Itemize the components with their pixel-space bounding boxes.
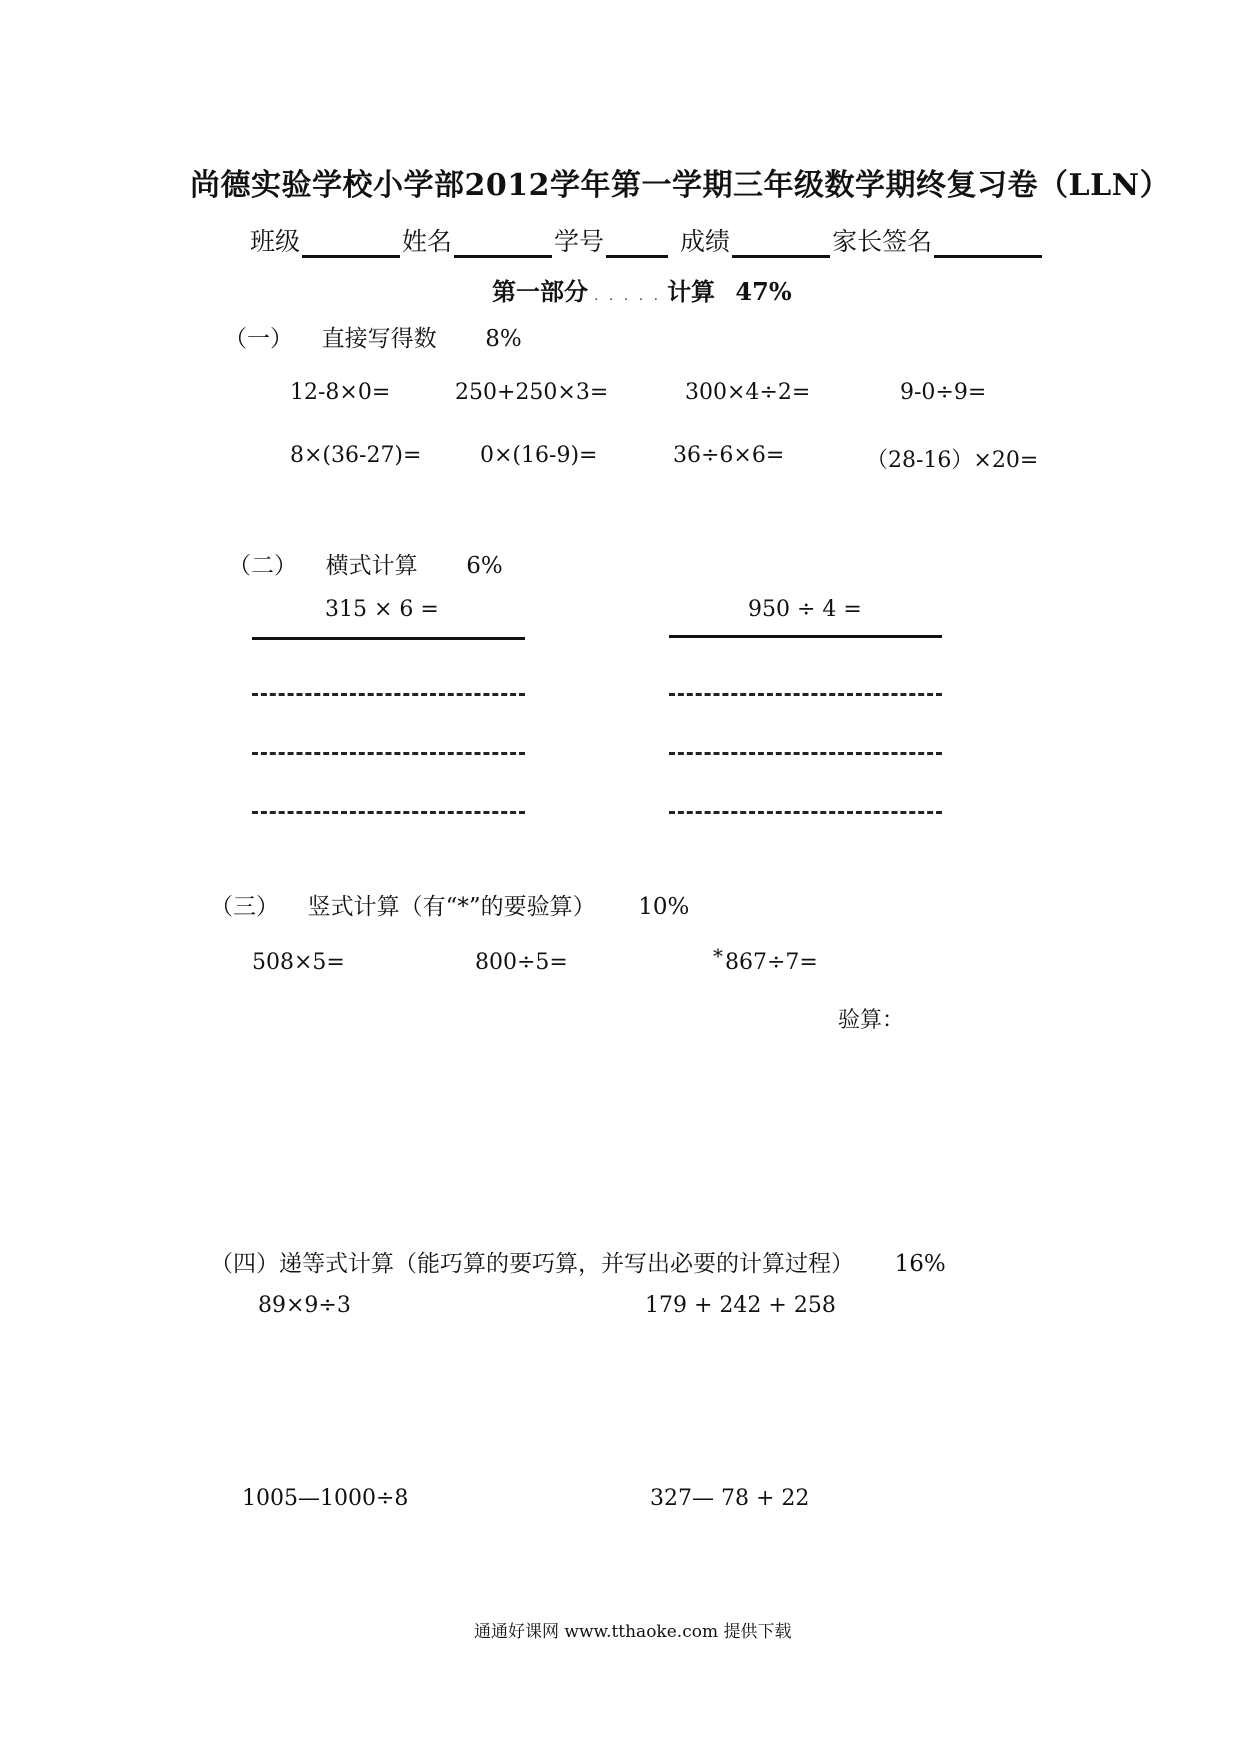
step-problem: 1005—1000÷8 <box>242 1486 409 1511</box>
section-2-title: 横式计算 <box>325 553 418 579</box>
score-field[interactable] <box>732 229 830 258</box>
quick-problem: 12-8×0= <box>290 380 391 405</box>
name-label: 姓名 <box>402 227 453 256</box>
work-line <box>669 811 942 814</box>
part-dots: . . . . . <box>594 288 662 304</box>
quick-problem: 250+250×3= <box>455 380 609 405</box>
section-2-label: （二） <box>228 553 297 579</box>
parent-signature-field[interactable] <box>934 229 1042 258</box>
class-label: 班级 <box>250 227 301 256</box>
part-name: 计算 <box>667 277 716 306</box>
section-2-percent: 6% <box>466 553 503 579</box>
check-label: 验算： <box>838 1008 905 1033</box>
section-1-label: （一） <box>224 326 293 352</box>
student-number-field[interactable] <box>606 229 668 258</box>
step-problem: 179 + 242 + 258 <box>645 1293 836 1318</box>
section-4-title: 递等式计算（能巧算的要巧算，并写出必要的计算过程） <box>279 1251 854 1277</box>
check-star-mark: * <box>713 944 723 968</box>
work-line <box>252 693 525 696</box>
step-problem: 89×9÷3 <box>258 1293 351 1318</box>
quick-problem: （28-16）×20= <box>866 448 1039 473</box>
section-4-percent: 16% <box>894 1251 946 1277</box>
quick-problem: 300×4÷2= <box>685 380 811 405</box>
part-heading <box>492 272 792 307</box>
class-field[interactable] <box>302 229 400 258</box>
work-line <box>669 752 942 755</box>
student-info-fields <box>250 222 1044 258</box>
section-1-heading <box>224 320 522 353</box>
vertical-problem: 508×5= <box>252 950 345 975</box>
footer-source: 通通好课网 www.tthaoke.com 提供下载 <box>474 1622 792 1642</box>
quick-problem: 36÷6×6= <box>673 443 785 468</box>
work-line <box>252 811 525 814</box>
section-3-heading <box>210 888 689 921</box>
vertical-problem: 800÷5= <box>475 950 568 975</box>
parent-signature-label: 家长签名 <box>832 227 933 256</box>
name-field[interactable] <box>454 229 552 258</box>
section-4-heading <box>210 1245 946 1278</box>
section-2-heading <box>228 547 503 580</box>
part-percent: 47% <box>735 277 792 306</box>
section-3-title: 竖式计算（有“*”的要验算） <box>307 894 596 920</box>
answer-line <box>252 637 525 640</box>
answer-line <box>669 635 942 638</box>
part-label: 第一部分 <box>492 277 588 306</box>
work-line <box>669 693 942 696</box>
quick-problem: 9-0÷9= <box>900 380 987 405</box>
vertical-problem: 867÷7= <box>725 950 818 975</box>
step-problem: 327— 78 + 22 <box>650 1486 810 1511</box>
work-line <box>252 752 525 755</box>
section-3-percent: 10% <box>638 894 690 920</box>
quick-problem: 0×(16-9)= <box>480 443 598 468</box>
section-4-label: （四） <box>210 1251 279 1277</box>
horizontal-problem: 950 ÷ 4 = <box>748 597 862 622</box>
section-1-percent: 8% <box>485 326 522 352</box>
quick-problem: 8×(36-27)= <box>290 443 422 468</box>
section-3-label: （三） <box>210 894 279 920</box>
horizontal-problem: 315 × 6 = <box>325 597 439 622</box>
section-1-title: 直接写得数 <box>321 326 437 352</box>
score-label: 成绩 <box>680 227 731 256</box>
student-number-label: 学号 <box>554 227 605 256</box>
exam-title: 尚德实验学校小学部2012学年第一学期三年级数学期终复习卷（LLN） <box>190 168 1171 203</box>
